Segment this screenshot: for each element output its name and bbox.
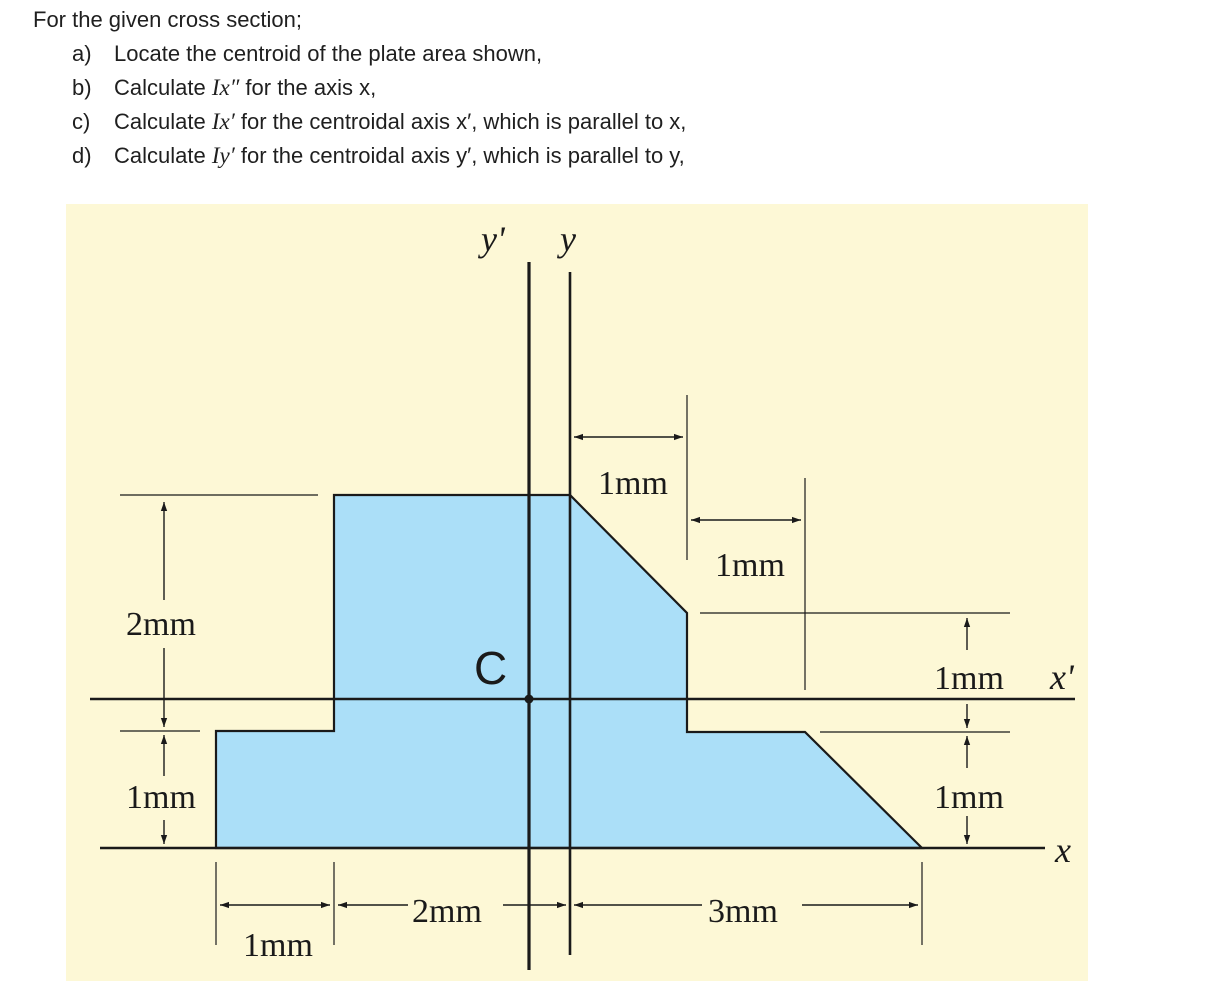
item-label: a) — [72, 41, 92, 66]
y-prime-axis-label: y' — [481, 219, 505, 259]
x-prime-axis-label: x' — [1050, 657, 1074, 697]
item-text-end: for the axis x, — [239, 75, 377, 100]
item-text-end: for the centroidal axis x′, which is parallel to x, — [234, 109, 687, 134]
item-text: Calculate — [114, 75, 212, 100]
dim-bottom-third: 3mm — [708, 893, 778, 930]
dim-bottom-first: 1mm — [243, 927, 313, 964]
item-text: Calculate — [114, 109, 212, 134]
dim-bottom-second: 2mm — [412, 893, 482, 930]
x-axis-label: x — [1055, 830, 1071, 870]
item-symbol: Ix″ — [211, 75, 240, 100]
item-symbol: Iy′ — [211, 143, 235, 168]
item-text-end: for the centroidal axis y′, which is parallel to y, — [234, 143, 685, 168]
item-symbol: Ix′ — [211, 109, 235, 134]
item-text: Calculate — [114, 143, 212, 168]
dim-right-lower: 1mm — [934, 779, 1004, 816]
dim-top-first: 1mm — [598, 465, 668, 502]
dim-left-lower: 1mm — [126, 779, 196, 816]
item-label: d) — [72, 143, 92, 168]
y-axis-label: y — [560, 219, 576, 259]
dim-left-upper: 2mm — [126, 606, 196, 643]
problem-intro: For the given cross section; — [33, 7, 303, 32]
centroid-label: C — [474, 642, 508, 694]
item-label: b) — [72, 75, 92, 100]
item-text: Locate the centroid of the plate area shown, — [114, 41, 543, 66]
item-label: c) — [72, 109, 91, 134]
dim-right-upper: 1mm — [934, 660, 1004, 697]
centroid-point — [525, 695, 534, 704]
dim-top-second: 1mm — [715, 547, 785, 584]
